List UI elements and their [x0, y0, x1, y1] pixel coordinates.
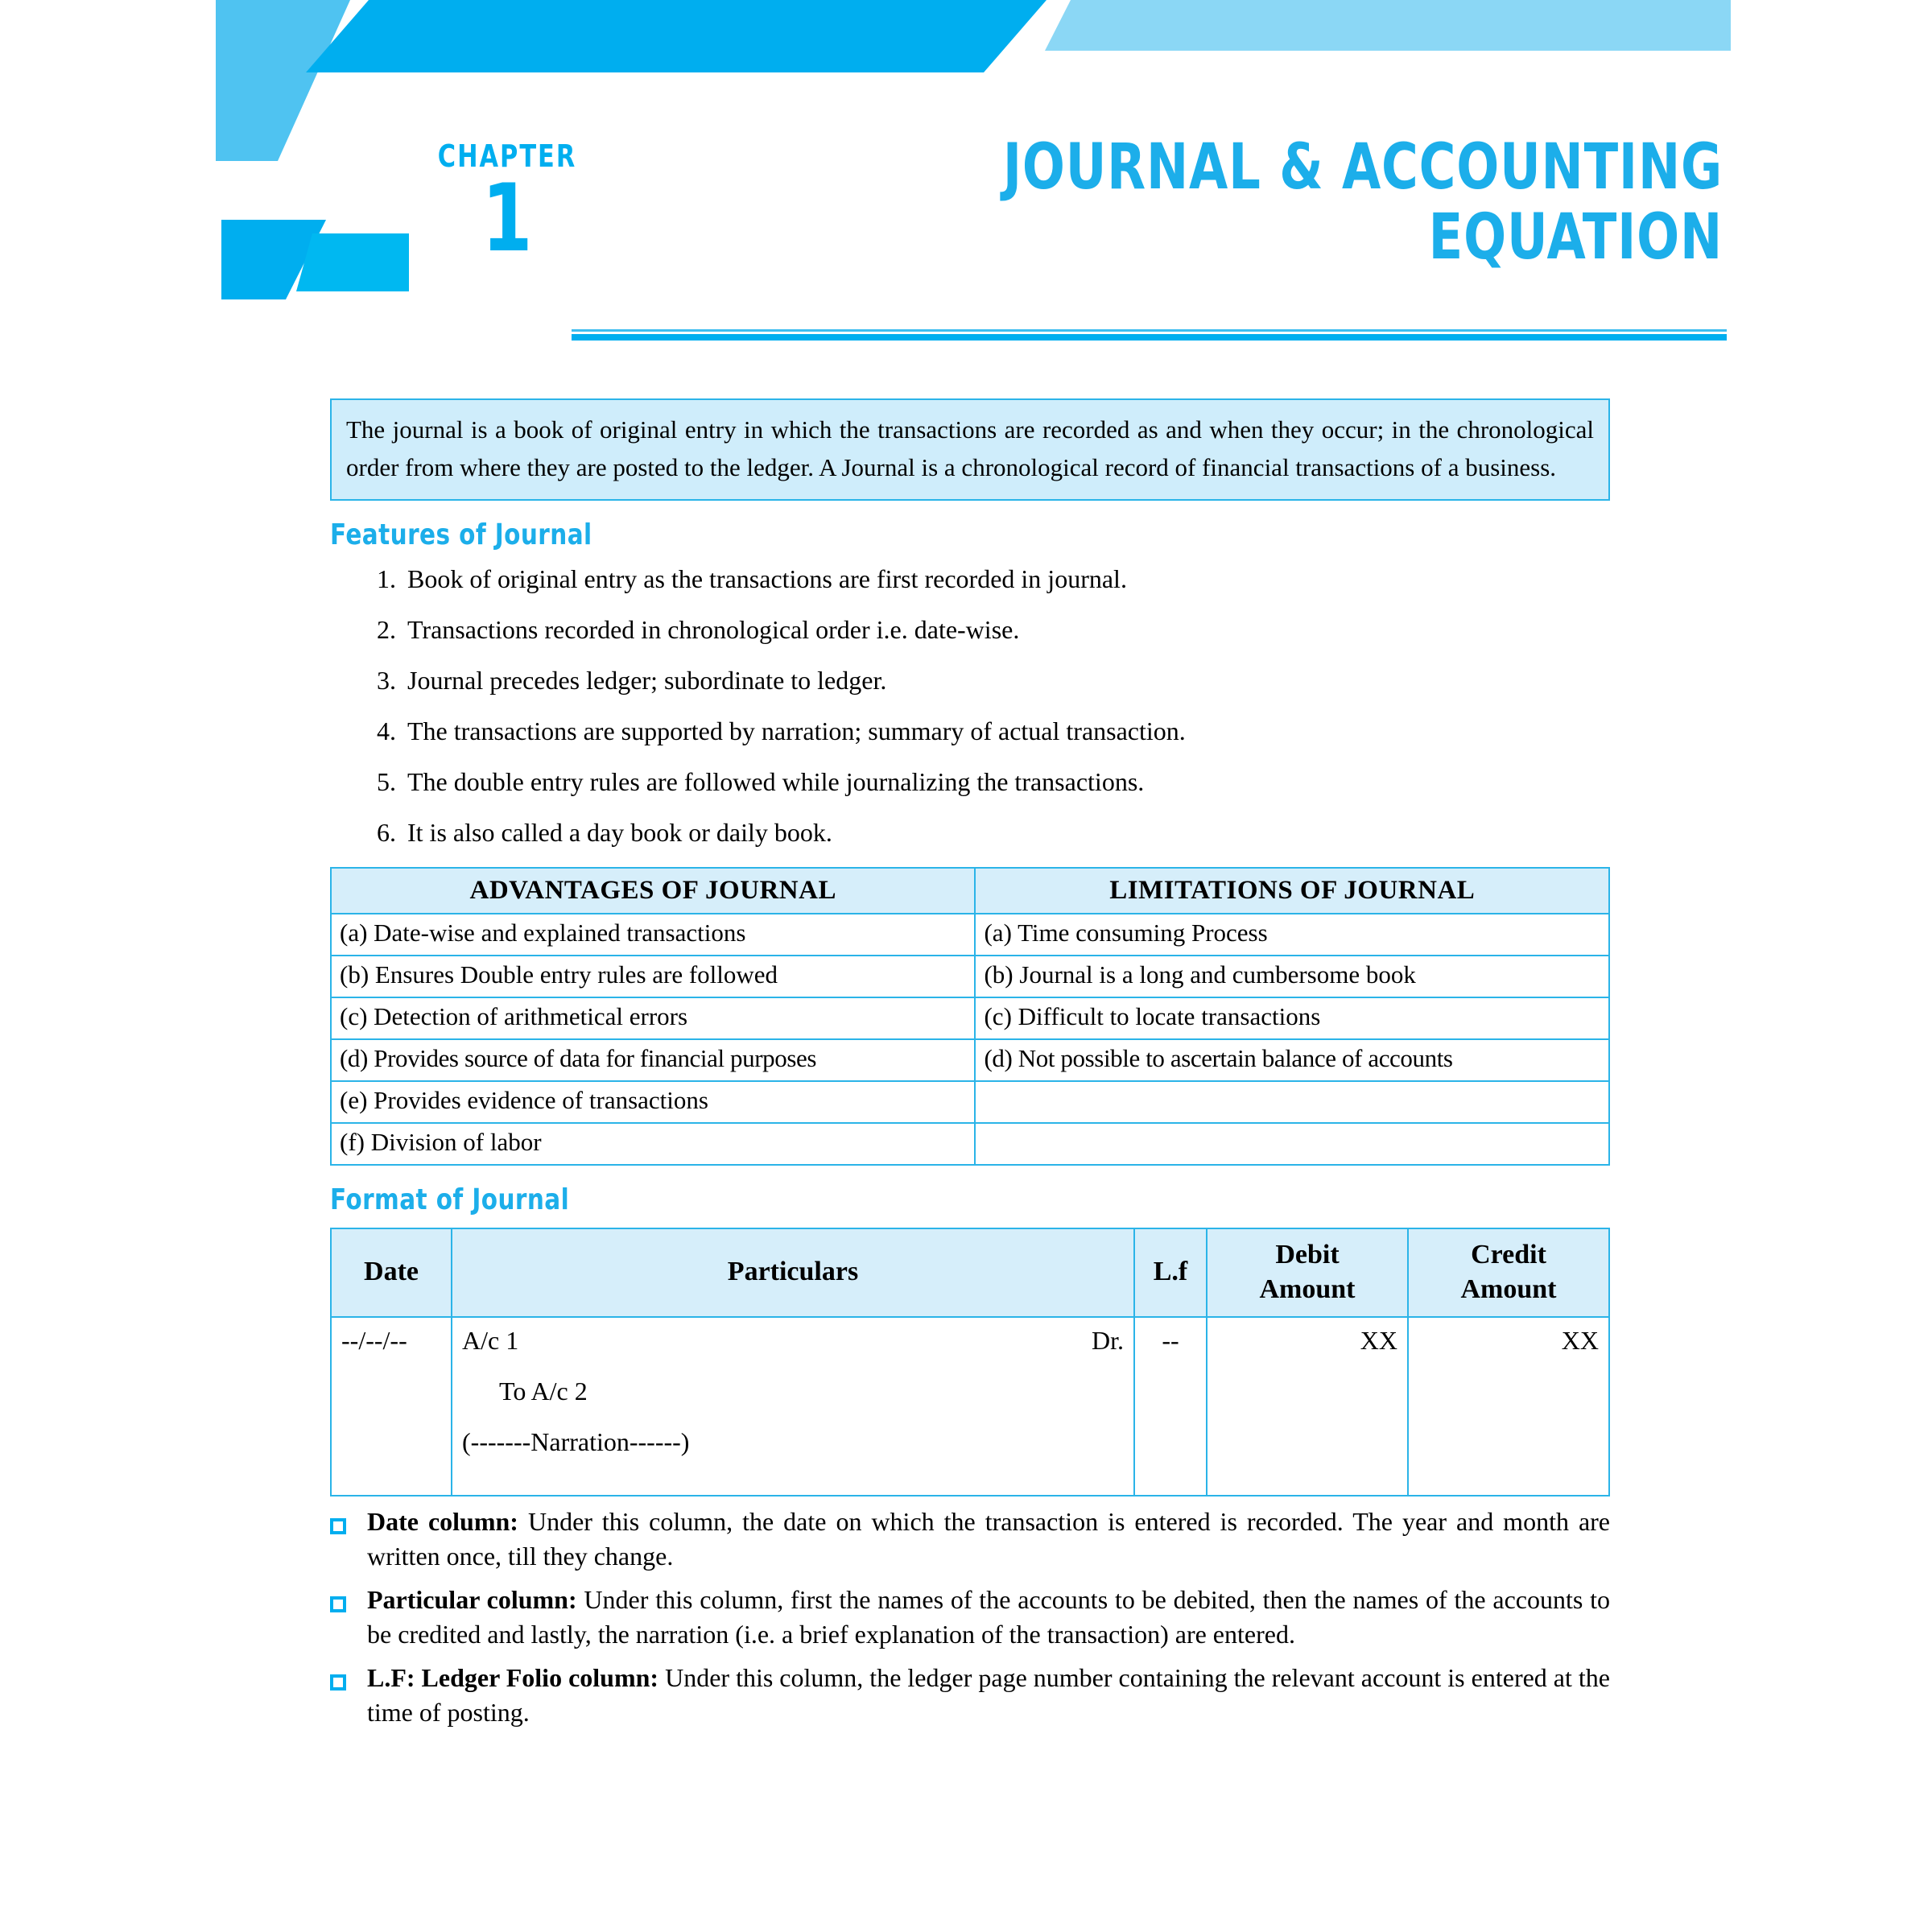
list-item [330, 1661, 1610, 1731]
cell-lf: -- [1134, 1317, 1207, 1496]
note-label: L.F: Ledger Folio column: [367, 1662, 659, 1692]
list-item [330, 563, 1610, 596]
list-item-text: The transactions are supported by narration; summary of actual transaction. [407, 716, 1186, 745]
note-text [367, 1583, 1610, 1653]
note-body: Under this column, the date on which the transaction is entered is recorded. The year and month are written once, till they change. [367, 1506, 1611, 1571]
list-item-number: 6. [377, 817, 396, 847]
cell-limitation [975, 1123, 1609, 1165]
column-header-debit-amount [1207, 1228, 1408, 1317]
table-row [331, 1081, 1609, 1123]
list-item-text: The double entry rules are followed while journalizing the transactions. [407, 766, 1145, 796]
cell-date: --/--/-- [331, 1317, 452, 1496]
narration-label: (-------Narration------) [462, 1426, 690, 1456]
title-rule-thick [572, 334, 1727, 341]
list-item [330, 613, 1610, 646]
square-bullet-icon [330, 1583, 367, 1653]
cell-credit-amount: XX [1408, 1317, 1609, 1496]
table-row [331, 1039, 1609, 1081]
chapter-block [402, 138, 612, 273]
column-notes-list [330, 1505, 1610, 1731]
credit-header-line-2: Amount [1460, 1274, 1557, 1304]
table-row [331, 914, 1609, 956]
table-row [331, 956, 1609, 997]
header-shape-lower-bar [296, 233, 409, 291]
journal-format-table [330, 1228, 1610, 1496]
cell-particulars [452, 1317, 1134, 1496]
note-label: Date column: [367, 1506, 518, 1536]
page-title [708, 133, 1723, 274]
section-heading-format: Format of Journal [330, 1183, 570, 1216]
table-row [331, 1123, 1609, 1165]
column-header-date: Date [331, 1228, 452, 1317]
header-shape-right-band [1045, 0, 1731, 51]
list-item-text: Transactions recorded in chronological order i.e. date-wise. [407, 614, 1020, 644]
title-rule-thin [572, 329, 1727, 332]
header-shape-lower-left [221, 220, 326, 299]
cell-limitation: (b) Journal is a long and cumbersome book [975, 956, 1609, 997]
header-shape-left-tall [216, 0, 350, 161]
features-list [330, 563, 1610, 849]
account-1-label: A/c 1 [462, 1325, 519, 1355]
column-header-limitations: LIMITATIONS OF JOURNAL [975, 868, 1609, 914]
column-header-credit-amount [1408, 1228, 1609, 1317]
list-item-number: 3. [377, 665, 396, 695]
cell-advantage: (a) Date-wise and explained transactions [331, 914, 975, 956]
particulars-content [462, 1326, 1124, 1487]
cell-limitation: (c) Difficult to locate transactions [975, 997, 1609, 1039]
table-row [331, 997, 1609, 1039]
dr-label: Dr. [1092, 1325, 1124, 1355]
debit-header-line-1: Debit [1275, 1240, 1340, 1270]
cell-debit-amount: XX [1207, 1317, 1408, 1496]
debit-header-line-2: Amount [1259, 1274, 1356, 1304]
square-bullet-icon [330, 1661, 367, 1731]
table-header-row [331, 868, 1609, 914]
note-label: Particular column: [367, 1584, 577, 1614]
table-header-row [331, 1228, 1609, 1317]
credit-header-line-1: Credit [1471, 1240, 1546, 1270]
list-item [330, 766, 1610, 799]
cell-advantage: (b) Ensures Double entry rules are followed [331, 956, 975, 997]
cell-limitation [975, 1081, 1609, 1123]
square-bullet-icon [330, 1505, 367, 1575]
list-item [330, 1505, 1610, 1575]
list-item-text: Book of original entry as the transactions are first recorded in journal. [407, 564, 1127, 593]
cell-limitation: (a) Time consuming Process [975, 914, 1609, 956]
note-text [367, 1661, 1610, 1731]
cell-limitation: (d) Not possible to ascertain balance of accounts [975, 1039, 1609, 1081]
column-header-advantages: ADVANTAGES OF JOURNAL [331, 868, 975, 914]
cell-advantage: (c) Detection of arithmetical errors [331, 997, 975, 1039]
list-item-number: 4. [377, 716, 396, 745]
cell-advantage: (e) Provides evidence of transactions [331, 1081, 975, 1123]
list-item [330, 816, 1610, 849]
table-row [331, 1317, 1609, 1496]
list-item-text: Journal precedes ledger; subordinate to ledger. [407, 665, 887, 695]
cell-advantage: (f) Division of labor [331, 1123, 975, 1165]
chapter-label: CHAPTER [437, 138, 577, 174]
list-item [330, 1583, 1610, 1653]
page-title-line-2: EQUATION [1428, 201, 1723, 275]
advantages-limitations-table [330, 867, 1610, 1166]
list-item [330, 664, 1610, 697]
list-item [330, 715, 1610, 748]
list-item-number: 1. [377, 564, 396, 593]
column-header-lf: L.f [1134, 1228, 1207, 1317]
page-title-line-1: JOURNAL & ACCOUNTING [1002, 131, 1723, 204]
definition-box [330, 398, 1610, 501]
column-header-particulars: Particulars [452, 1228, 1134, 1317]
section-heading-features: Features of Journal [330, 518, 592, 551]
account-2-label: To A/c 2 [499, 1376, 588, 1406]
definition-text: The journal is a book of original entry in which the transactions are recorded as and when they occur; in the chronological order from where they are posted to the ledger. A Journal is a chronological record of financial transactions of a business. [346, 415, 1594, 481]
header-shape-top-banner [306, 0, 1046, 72]
note-body: Under this column, first the names of the accounts to be debited, then the names of the accounts to be credited and lastly, the narration (i.e. a brief explanation of the transaction) are entered. [367, 1584, 1611, 1649]
cell-advantage: (d) Provides source of data for financial purposes [331, 1039, 975, 1081]
particulars-debit-line [462, 1326, 1124, 1356]
note-text [367, 1505, 1610, 1575]
chapter-number: 1 [481, 164, 533, 273]
note-body: Under this column, the ledger page number containing the relevant account is entered at the time of posting. [367, 1662, 1611, 1728]
list-item-number: 2. [377, 614, 396, 644]
content-column [330, 398, 1610, 1739]
list-item-text: It is also called a day book or daily book. [407, 817, 832, 847]
list-item-number: 5. [377, 766, 396, 796]
